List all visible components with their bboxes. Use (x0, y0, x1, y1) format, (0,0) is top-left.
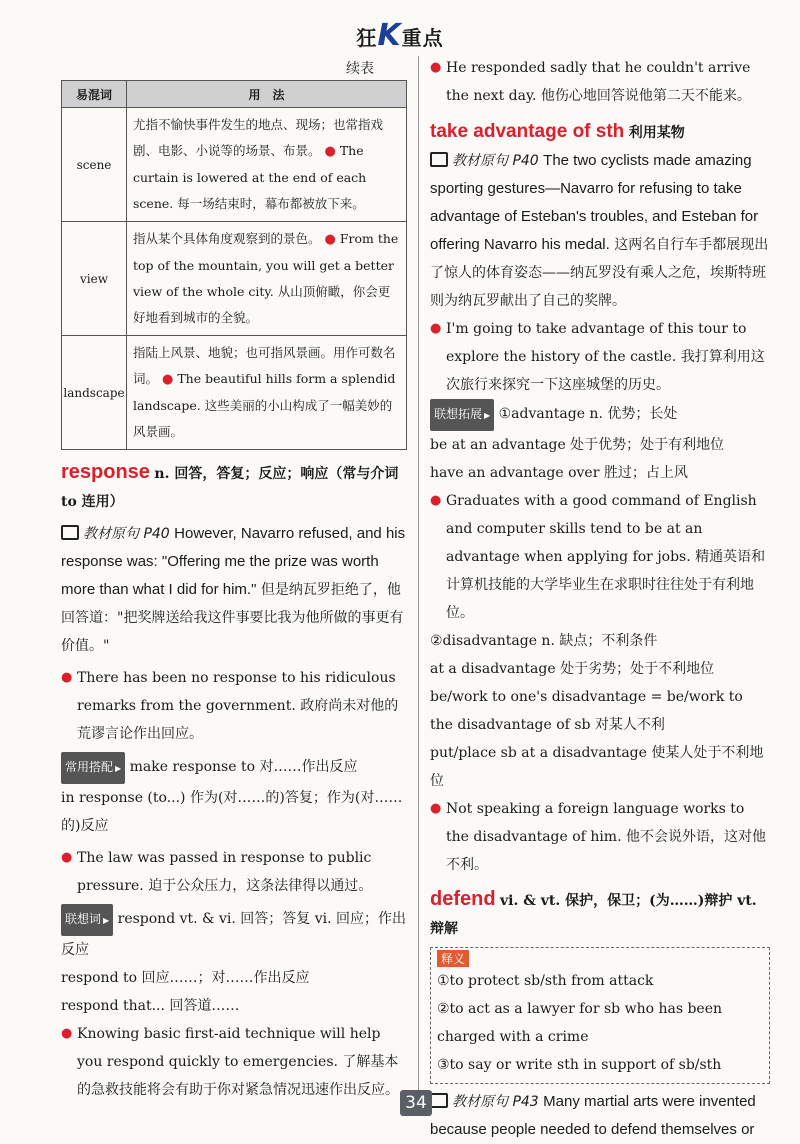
example-item (430, 487, 770, 627)
extension-item: have an advantage over 胜过；占上风 (430, 465, 688, 481)
source-text: Many martial arts were invented because people needed to defend themselves or (430, 1093, 756, 1138)
bullet-dot-icon: ● (61, 670, 73, 685)
right-column (430, 54, 770, 1144)
bullet-dot-icon: ● (430, 321, 442, 336)
definition-box (430, 947, 770, 1084)
example-cn: 了解基本的急救技能将会有助于你对紧急情况迅速作出反应。 (77, 1054, 399, 1098)
definition-tag: 释义 (437, 950, 469, 967)
example-item (430, 795, 770, 879)
table-header-row (62, 81, 407, 108)
confusable-words-table (61, 80, 407, 450)
example-text: He responded sadly that he couldn't arrive the next day. (446, 60, 751, 104)
definition-item: ①to protect sb/sth from attack (437, 973, 654, 989)
usage-text: 指从某个具体角度观察到的景色。 (133, 231, 321, 246)
example-text: There has been no response to his ridiculous remarks from the government. (77, 670, 396, 714)
definition-item: ②to act as a lawyer for sb who has been charged with a crime (437, 1001, 723, 1045)
response-pos: n. 回答，答复；反应；响应（常与介词 to 连用） (61, 466, 399, 510)
related-item: respond to 回应……；对……作出反应 (61, 970, 310, 986)
table-header: 易混词 (62, 81, 127, 108)
table-word: landscape (62, 336, 127, 450)
example-text: Graduates with a good command of English and computer skills tend to be at an advantage when applying for jobs. (446, 493, 757, 565)
bullet-dot-icon: ● (324, 144, 336, 159)
bullet-dot-icon: ● (162, 372, 174, 387)
defend-heading (430, 885, 770, 943)
bullet-dot-icon: ● (430, 801, 442, 816)
example-item (430, 54, 770, 110)
usage-example-cn: 从山顶俯瞰，你会更好地看到城市的全貌。 (133, 284, 391, 325)
extension-item: be at an advantage 处于优势；处于有利地位 (430, 437, 725, 453)
example-cn: 我打算利用这次旅行来探究一下这座城堡的历史。 (446, 349, 765, 393)
table-usage (127, 222, 407, 336)
headword-defend: defend (430, 888, 496, 910)
collocation-tag: 常用搭配 ▶ (61, 752, 125, 784)
extension-item: ①advantage n. 优势；长处 (498, 406, 678, 422)
extension-tag: 联想拓展 ▶ (430, 399, 494, 431)
example-cn: 政府尚未对他的荒谬言论作出回应。 (77, 698, 399, 742)
table-row (62, 336, 407, 450)
bullet-dot-icon: ● (430, 60, 442, 75)
related-item: respond vt. & vi. 回答；答复 vi. 回应；作出反应 (61, 911, 406, 958)
usage-example: The beautiful hills form a splendid landscape. (133, 371, 396, 413)
bullet-dot-icon: ● (324, 232, 336, 247)
brand-right: 重点 (401, 26, 444, 50)
headword-take-advantage: take advantage of sth (430, 121, 625, 142)
source-label (430, 153, 539, 169)
defend-pos: vi. & vt. 保护，保卫；(为……)辩护 vt. 辩解 (430, 893, 757, 937)
example-text: I'm going to take advantage of this tour to explore the history of the castle. (446, 321, 747, 365)
table-usage (127, 108, 407, 222)
take-advantage-meaning: 利用某物 (628, 125, 685, 141)
table-header: 用 法 (127, 81, 407, 108)
brand-left: 狂 (356, 26, 378, 50)
brand-k-logo: K (377, 18, 402, 53)
table-row (62, 222, 407, 336)
source-text: The two cyclists made amazing sporting gestures—Navarro for refusing to take advantage of Esteban's troubles, and Esteban for offering Navarro his medal. (430, 152, 759, 253)
column-divider (418, 56, 419, 1096)
usage-text: 尤指不愉快事件发生的地点、现场；也常指戏剧、电影、小说等的场景、布景。 (133, 117, 384, 158)
example-item (61, 844, 407, 900)
brand-header (0, 18, 800, 53)
table-usage (127, 336, 407, 450)
extension-item: ②disadvantage n. 缺点；不利条件 (430, 633, 658, 649)
example-cn: 他伤心地回答说他第二天不能来。 (540, 88, 751, 104)
usage-example: The curtain is lowered at the end of each scene. (133, 143, 367, 211)
take-advantage-heading (430, 118, 770, 147)
bullet-dot-icon: ● (430, 493, 442, 508)
source-cn: 但是纳瓦罗拒绝了，他回答道："把奖牌送给我这件事要比我为他所做的事更有价值。" (61, 582, 404, 654)
example-text: The law was passed in response to public pressure. (77, 850, 372, 894)
source-label-text: 教材原句 P40 (83, 526, 170, 542)
source-label (61, 526, 170, 542)
usage-example-cn: 这些美丽的小山构成了一幅美妙的风景画。 (133, 398, 393, 439)
source-cn: 这两名自行车手都展现出了惊人的体育姿态——纳瓦罗没有乘人之危，埃斯特班则为纳瓦罗献出了自己的奖牌。 (430, 237, 769, 309)
extension-item: be/work to one's disadvantage = be/work to the disadvantage of sb 对某人不利 (430, 689, 743, 733)
example-item (61, 664, 407, 748)
source-label-text: 教材原句 P40 (452, 153, 539, 169)
extension-item: at a disadvantage 处于劣势；处于不利地位 (430, 661, 715, 677)
example-text: Knowing basic first-aid technique will help you respond quickly to emergencies. (77, 1026, 381, 1070)
example-cn: 他不会说外语，这对他不利。 (446, 829, 766, 873)
example-item (430, 315, 770, 399)
example-item (61, 1020, 407, 1104)
response-entry (61, 458, 407, 1104)
page-number: 34 (400, 1090, 432, 1116)
collocation-item: in response (to...) 作为(对……的)答复；作为(对……的)反应 (61, 790, 403, 834)
related-item: respond that... 回答道…… (61, 998, 240, 1014)
table-word: scene (62, 108, 127, 222)
definition-item: ③to say or write sth in support of sb/sth (437, 1057, 722, 1073)
source-label-text: 教材原句 P43 (452, 1094, 539, 1110)
source-text: However, Navarro refused, and his response was: "Offering me the prize was worth more than what I did for him." (61, 525, 406, 598)
usage-example: From the top of the mountain, you will get a better view of the whole city. (133, 231, 399, 299)
example-text: Not speaking a foreign language works to the disadvantage of him. (446, 801, 745, 845)
related-tag: 联想词 ▶ (61, 904, 113, 936)
source-label (430, 1094, 539, 1110)
bullet-dot-icon: ● (61, 1026, 73, 1041)
usage-text: 指陆上风景、地貌；也可指风景画。用作可数名词。 (133, 345, 396, 386)
usage-example-cn: 每一场结束时，幕布都被放下来。 (177, 196, 365, 211)
continued-label: 续表 (346, 61, 374, 77)
book-icon (61, 525, 79, 540)
table-word: view (62, 222, 127, 336)
example-cn: 迫于公众压力，这条法律得以通过。 (148, 878, 373, 894)
table-row (62, 108, 407, 222)
bullet-dot-icon: ● (61, 850, 73, 865)
book-icon (430, 1093, 448, 1108)
collocation-item: make response to 对……作出反应 (129, 759, 358, 775)
example-cn: 精通英语和计算机技能的大学毕业生在求职时往往处于有利地位。 (446, 549, 766, 621)
book-icon (430, 152, 448, 167)
extension-item: put/place sb at a disadvantage 使某人处于不利地位 (430, 745, 764, 789)
headword-response: response (61, 461, 150, 483)
